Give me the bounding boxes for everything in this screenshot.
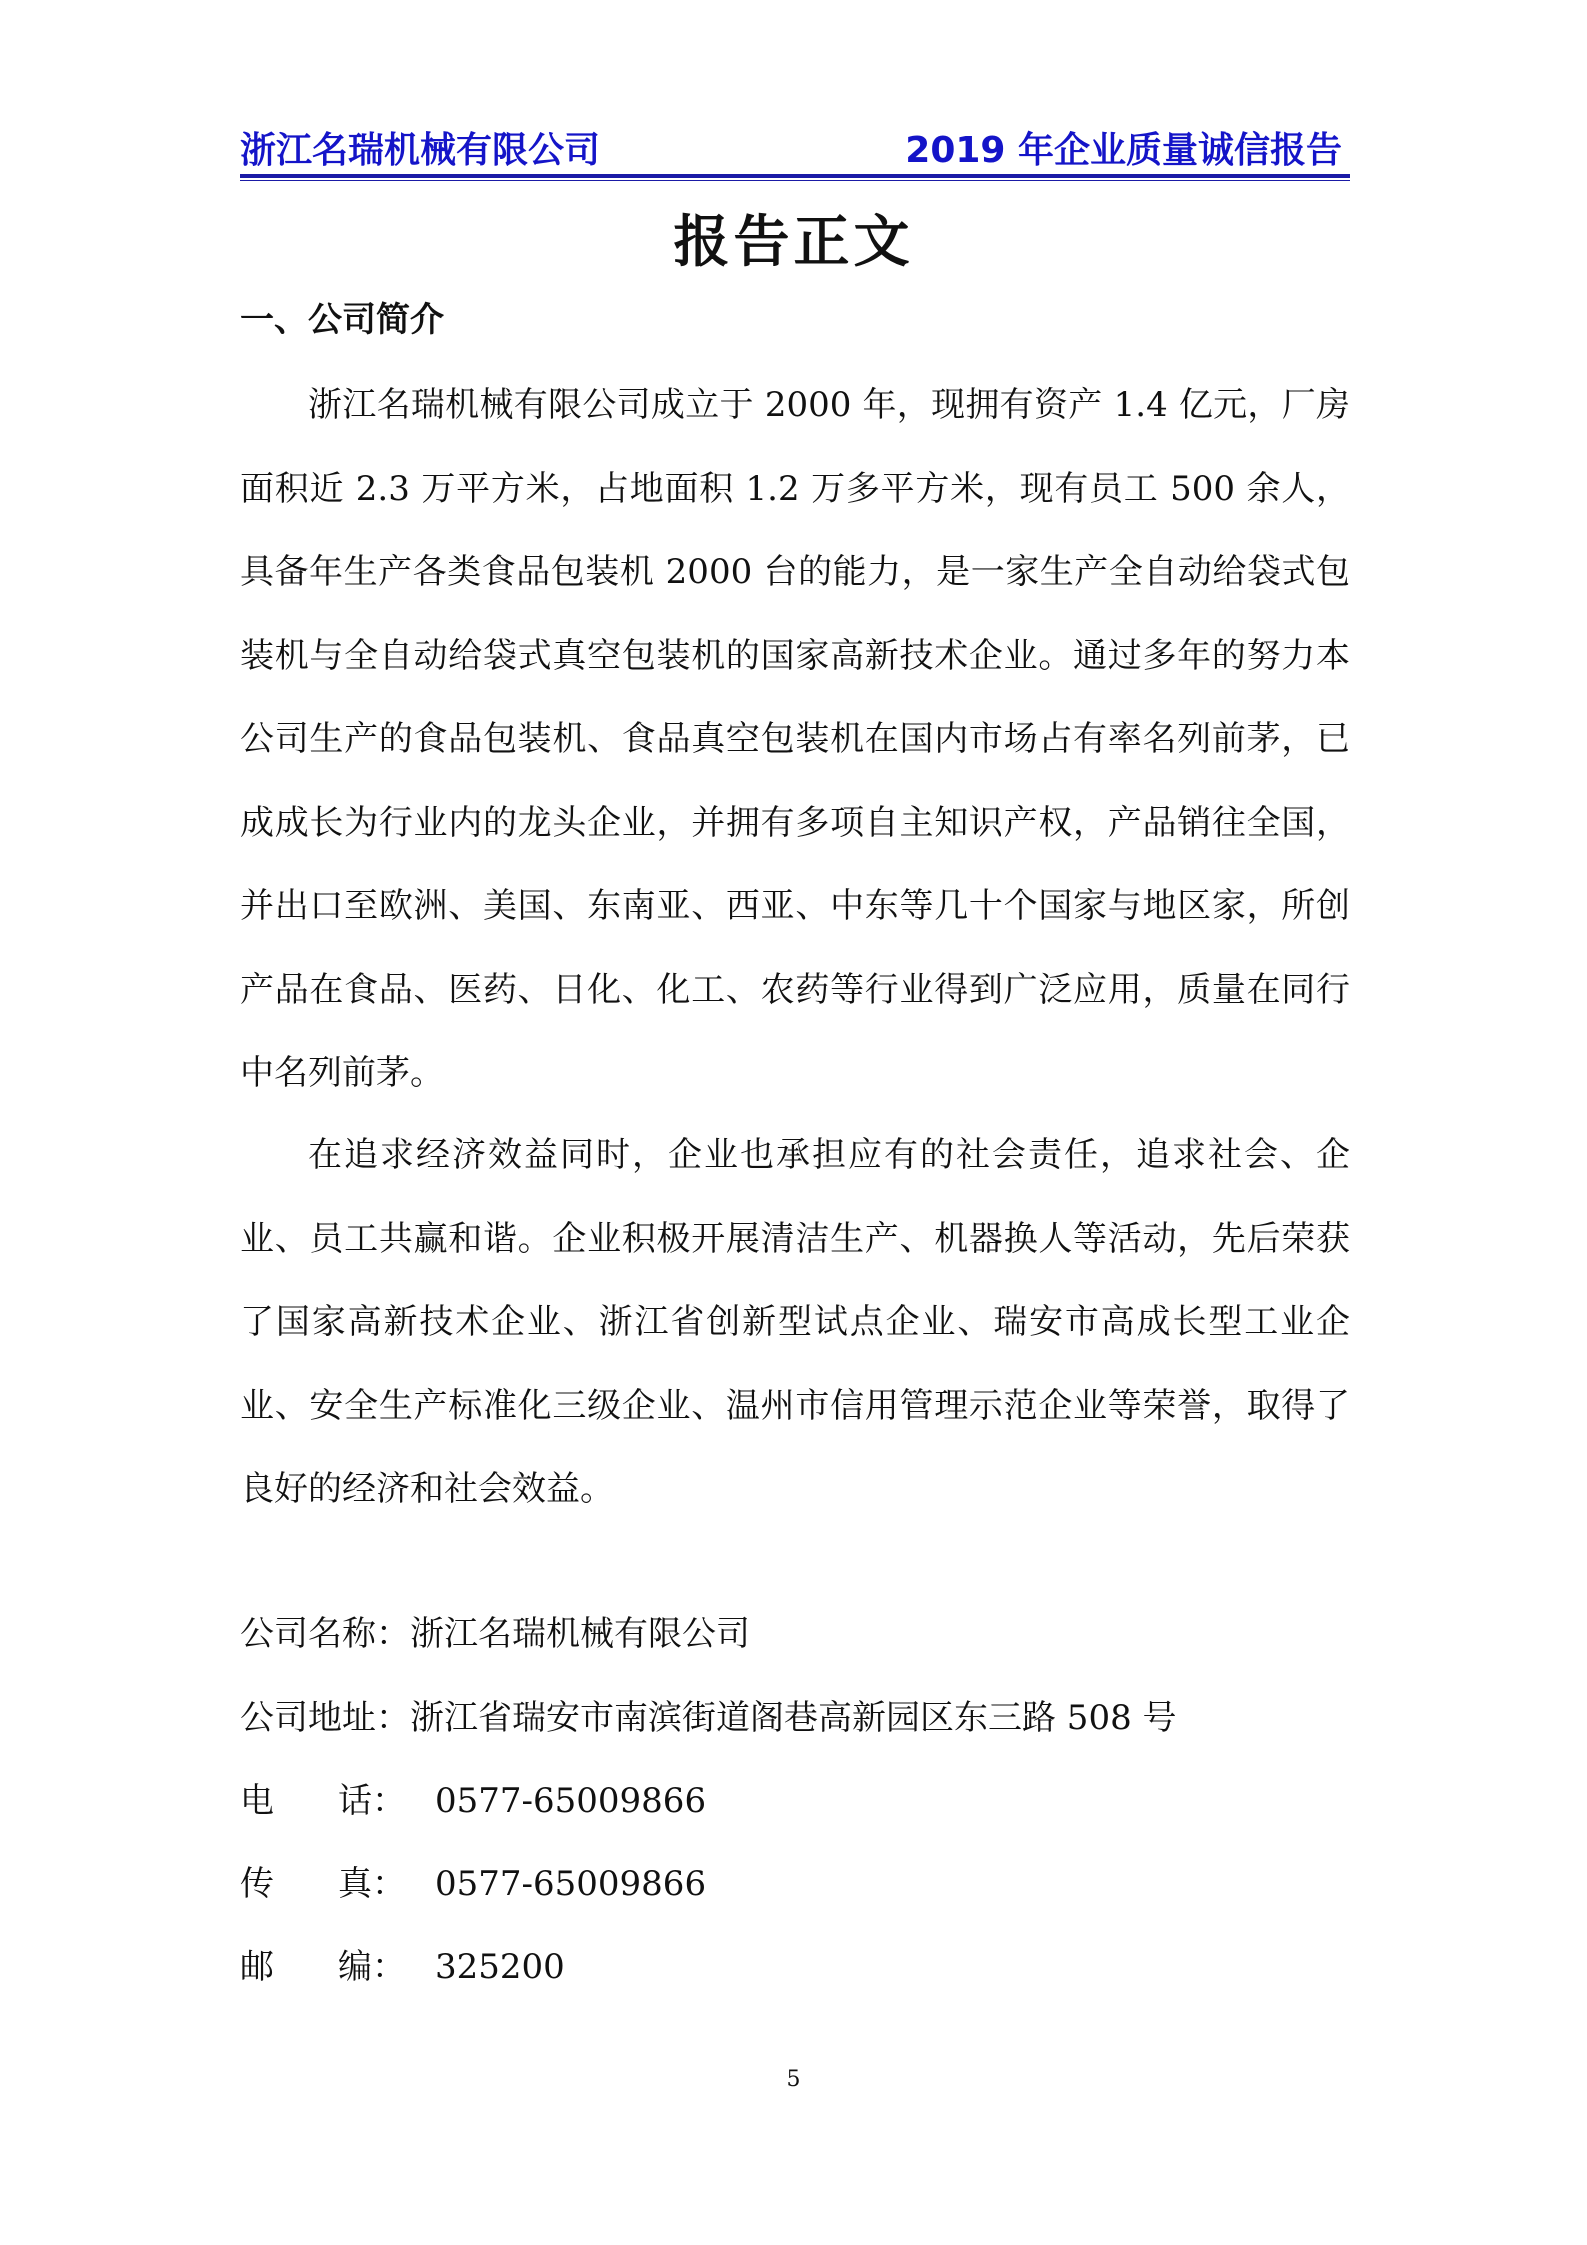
postcode-value: 325200: [435, 1947, 565, 1987]
header-report-title: 2019 年企业质量诚信报告: [905, 130, 1342, 171]
fax-row: [240, 1856, 706, 1905]
company-address-row: [240, 1690, 1177, 1739]
fax-label-part1: 传: [240, 1864, 274, 1904]
postcode-row: [240, 1939, 565, 1988]
postcode-label: [240, 1939, 435, 1988]
company-name-value: 浙江名瑞机械有限公司: [410, 1614, 750, 1654]
phone-label-part2: 话：: [338, 1781, 406, 1821]
phone-value: 0577-65009866: [435, 1781, 707, 1821]
fax-label: [240, 1856, 435, 1905]
page-header: [240, 118, 1350, 178]
postcode-label-part2: 编：: [338, 1947, 406, 1987]
phone-row: [240, 1773, 706, 1822]
page-number: 5: [786, 2067, 801, 2092]
company-name-label: 公司名称：: [240, 1614, 410, 1654]
header-company-name: 浙江名瑞机械有限公司: [240, 130, 601, 171]
section-heading: 一、公司简介: [240, 300, 444, 340]
company-address-value: 浙江省瑞安市南滨街道阁巷高新园区东三路 508 号: [410, 1698, 1177, 1738]
paragraph-social-responsibility: 在追求经济效益同时，企业也承担应有的社会责任，追求社会、企业、员工共赢和谐。企业积极开展清洁生产、机器换人等活动，先后荣获了国家高新技术企业、浙江省创新型试点企业、瑞安市高成长型工业企业、安全生产标准化三级企业、温州市信用管理示范企业等荣誉，取得了良好的经济和社会效益。: [240, 1135, 1350, 1509]
header-divider: [240, 180, 1350, 181]
phone-label-part1: 电: [240, 1781, 274, 1821]
postcode-label-part1: 邮: [240, 1947, 274, 1987]
company-address-label: 公司地址：: [240, 1698, 410, 1738]
phone-label: [240, 1773, 435, 1822]
company-name-row: [240, 1606, 750, 1655]
page-title: 报告正文: [673, 210, 914, 275]
paragraph-company-intro: 浙江名瑞机械有限公司成立于 2000 年，现拥有资产 1.4 亿元，厂房面积近 2.3 万平方米，占地面积 1.2 万多平方米，现有员工 500 余人，具备年生产各类食品包装机 2000 台的能力，是一家生产全自动给袋式包装机与全自动给袋式真空包装机的国家高新技术企业。通过多年的努力本公司生产的食品包装机、食品真空包装机在国内市场占有率名列前茅，已成成长为行业内的龙头企业，并拥有多项自主知识产权，产品销往全国，并出口至欧洲、美国、东南亚、西亚、中东等几十个国家与地区家，所创产品在食品、医药、日化、化工、农药等行业得到广泛应用，质量在同行中名列前茅。: [240, 385, 1350, 1093]
fax-label-part2: 真：: [338, 1864, 406, 1904]
fax-value: 0577-65009866: [435, 1864, 707, 1904]
